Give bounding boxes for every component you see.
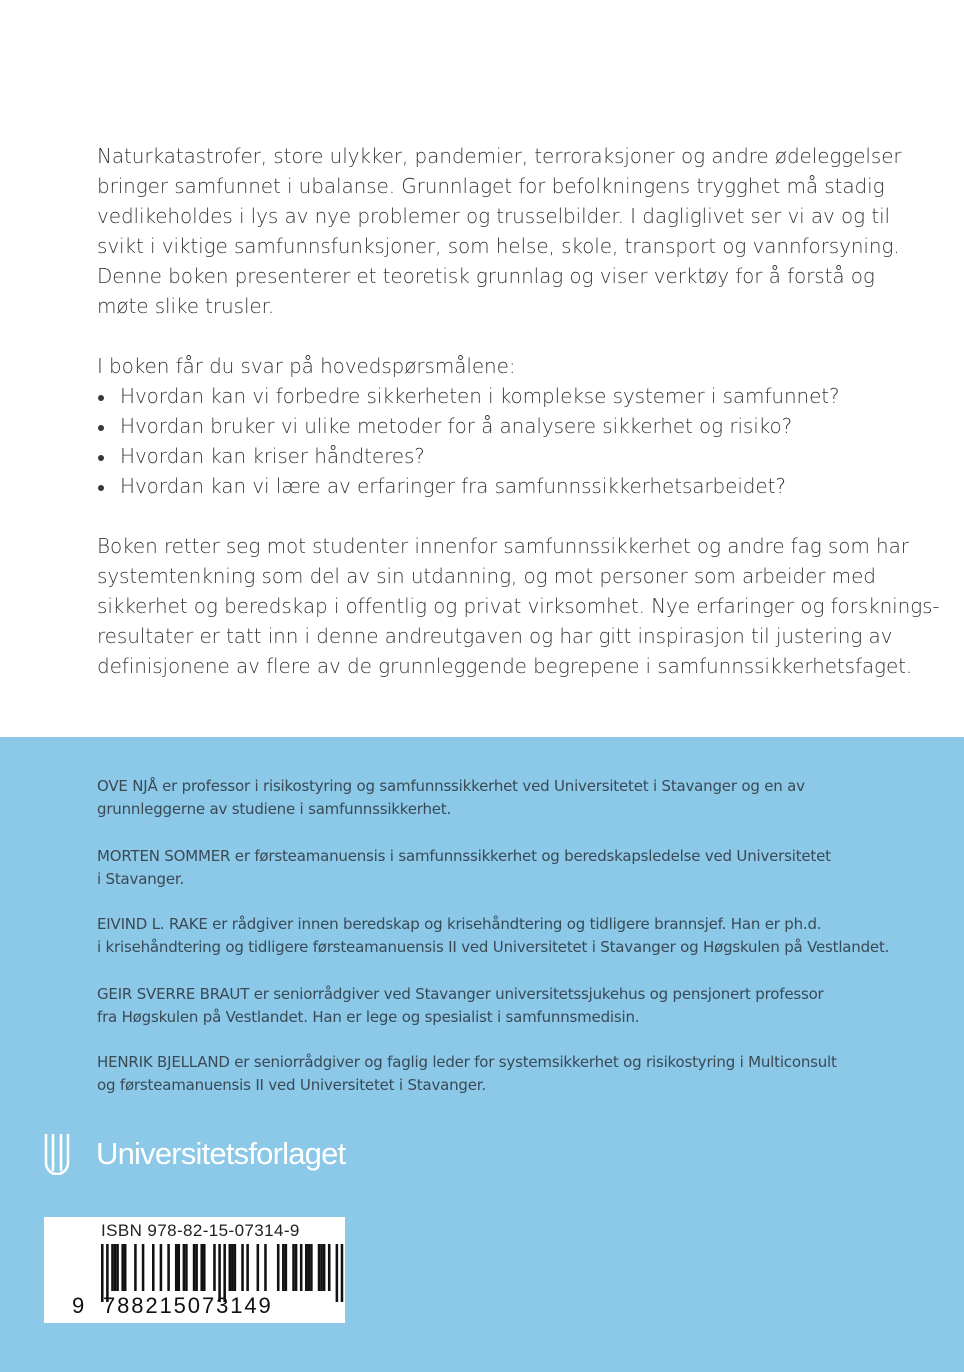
author-bio-line: i krisehåndtering og tidligere førsteamanuensis II ved Universitetet i Stavanger og Høgskulen på Vestlandet. — [97, 938, 890, 956]
author-bio — [97, 913, 917, 959]
barcode-bar — [234, 1244, 237, 1291]
author-bio-line: fra Høgskulen på Vestlandet. Han er lege og spesialist i samfunnsmedisin. — [97, 1008, 640, 1026]
barcode-bar — [200, 1244, 203, 1291]
audience-paragraph — [97, 531, 940, 681]
intro-paragraph — [97, 141, 927, 321]
barcode-bar — [295, 1244, 298, 1291]
intro-line: vedlikeholdes i lys av nye problemer og trusselbilder. I dagliglivet ser vi av og til — [97, 204, 890, 228]
barcode-bar — [195, 1244, 198, 1291]
author-bio — [97, 1051, 917, 1097]
barcode-bar — [111, 1244, 114, 1291]
questions-list — [97, 381, 927, 501]
author-bio-line: GEIR SVERRE BRAUT er seniorrådgiver ved Stavanger universitetssjukehus og pensjonert professor — [97, 985, 824, 1003]
barcode-bar — [277, 1244, 280, 1291]
author-bio — [97, 845, 917, 891]
barcode-bar — [183, 1244, 186, 1291]
publisher-name: Universitetsforlaget — [96, 1136, 346, 1171]
isbn-label: ISBN 978-82-15-07314-9 — [101, 1221, 300, 1240]
barcode-bar — [318, 1244, 321, 1291]
barcode-bar — [341, 1244, 344, 1302]
author-bio-line: og førsteamanuensis II ved Universitetet i Stavanger. — [97, 1076, 486, 1094]
barcode-bar — [116, 1244, 119, 1291]
barcode-bar — [320, 1244, 323, 1291]
barcode-bar — [323, 1244, 326, 1291]
barcode-bar — [213, 1244, 216, 1291]
intro-line: svikt i viktige samfunnsfunksjoner, som helse, skole, transport og vannforsyning. — [97, 234, 900, 258]
intro-line: bringer samfunnet i ubalanse. Grunnlaget for befolkningens trygghet må stadig — [97, 174, 885, 198]
barcode-bar — [282, 1244, 285, 1291]
intro-line: Denne boken presenterer et teoretisk grunnlag og viser verktøy for å forstå og — [97, 264, 875, 288]
barcode-bar — [178, 1244, 181, 1291]
audience-line: sikkerhet og beredskap i offentlig og privat virksomhet. Nye erfaringer og forsknings- — [97, 594, 940, 618]
barcode-bar — [167, 1244, 170, 1291]
author-bio-line: HENRIK BJELLAND er seniorrådgiver og faglig leder for systemsikkerhet og risikostyring i Multiconsult — [97, 1053, 837, 1071]
barcode-bar — [160, 1244, 163, 1291]
barcode-bar — [246, 1244, 249, 1291]
barcode-bar — [142, 1244, 145, 1291]
barcode-bar — [308, 1244, 311, 1291]
barcode-bar — [336, 1244, 339, 1302]
barcode-bar — [264, 1244, 267, 1291]
questions-heading: I boken får du svar på hovedspørsmålene: — [97, 354, 516, 378]
questions-section — [97, 351, 927, 501]
audience-line: definisjonene av flere av de grunnleggende begrepene i samfunnssikkerhetsfaget. — [97, 654, 913, 678]
barcode-first-digit: 9 — [72, 1293, 85, 1318]
audience-line: Boken retter seg mot studenter innenfor samfunnssikkerhet og andre fag som har — [97, 534, 909, 558]
barcode-bar — [285, 1244, 288, 1291]
audience-line: resultater er tatt inn i denne andreutgaven og har gitt inspirasjon til justering av — [97, 624, 893, 648]
barcode-bar — [114, 1244, 117, 1291]
publisher-logo-icon — [43, 1133, 71, 1175]
barcode-bar — [241, 1244, 244, 1291]
barcode-bar — [185, 1244, 188, 1291]
barcode-bar — [203, 1244, 206, 1291]
barcode-bar — [193, 1244, 196, 1291]
barcode-area — [44, 1217, 345, 1323]
author-bio — [97, 775, 917, 821]
barcode-bar — [121, 1244, 124, 1291]
barcode-bar — [328, 1244, 331, 1291]
author-bio-line: EIVIND L. RAKE er rådgiver innen beredskap og krisehåndtering og tidligere brannsjef. Han er ph.d. — [97, 915, 822, 933]
audience-line: systemtenkning som del av sin utdanning, og mot personer som arbeider med — [97, 564, 876, 588]
author-bio-line: grunnleggerne av studiene i samfunnssikkerhet. — [97, 800, 452, 818]
author-bio-line: MORTEN SOMMER er førsteamanuensis i samfunnssikkerhet og beredskapsledelse ved Universitetet — [97, 847, 831, 865]
publisher-logo — [43, 1133, 363, 1177]
barcode-bar — [292, 1244, 295, 1291]
question-item: Hvordan kan kriser håndteres? — [97, 441, 927, 471]
barcode-bar — [175, 1244, 178, 1291]
author-bio-line: OVE NJÅ er professor i risikostyring og samfunnssikkerhet ved Universitetet i Stavanger og en av — [97, 777, 805, 795]
barcode-bar — [231, 1244, 234, 1291]
question-item: Hvordan kan vi forbedre sikkerheten i komplekse systemer i samfunnet? — [97, 381, 927, 411]
barcode-bar — [305, 1244, 308, 1291]
barcode-bar — [300, 1244, 303, 1291]
barcode-bar — [257, 1244, 260, 1291]
barcode-bar — [124, 1244, 127, 1291]
barcode-bar — [229, 1244, 232, 1291]
barcode-bar — [134, 1244, 137, 1291]
question-item: Hvordan bruker vi ulike metoder for å analysere sikkerhet og risiko? — [97, 411, 927, 441]
barcode-bar — [310, 1244, 313, 1291]
question-item: Hvordan kan vi lære av erfaringer fra samfunnssikkerhetsarbeidet? — [97, 471, 927, 501]
barcode-digits: 788215073149 — [103, 1293, 273, 1318]
intro-line: møte slike trusler. — [97, 294, 275, 318]
barcode-bar — [152, 1244, 155, 1291]
author-bio-line: i Stavanger. — [97, 870, 185, 888]
intro-line: Naturkatastrofer, store ulykker, pandemier, terroraksjoner og andre ødeleggelser — [97, 144, 902, 168]
author-bio — [97, 983, 917, 1029]
